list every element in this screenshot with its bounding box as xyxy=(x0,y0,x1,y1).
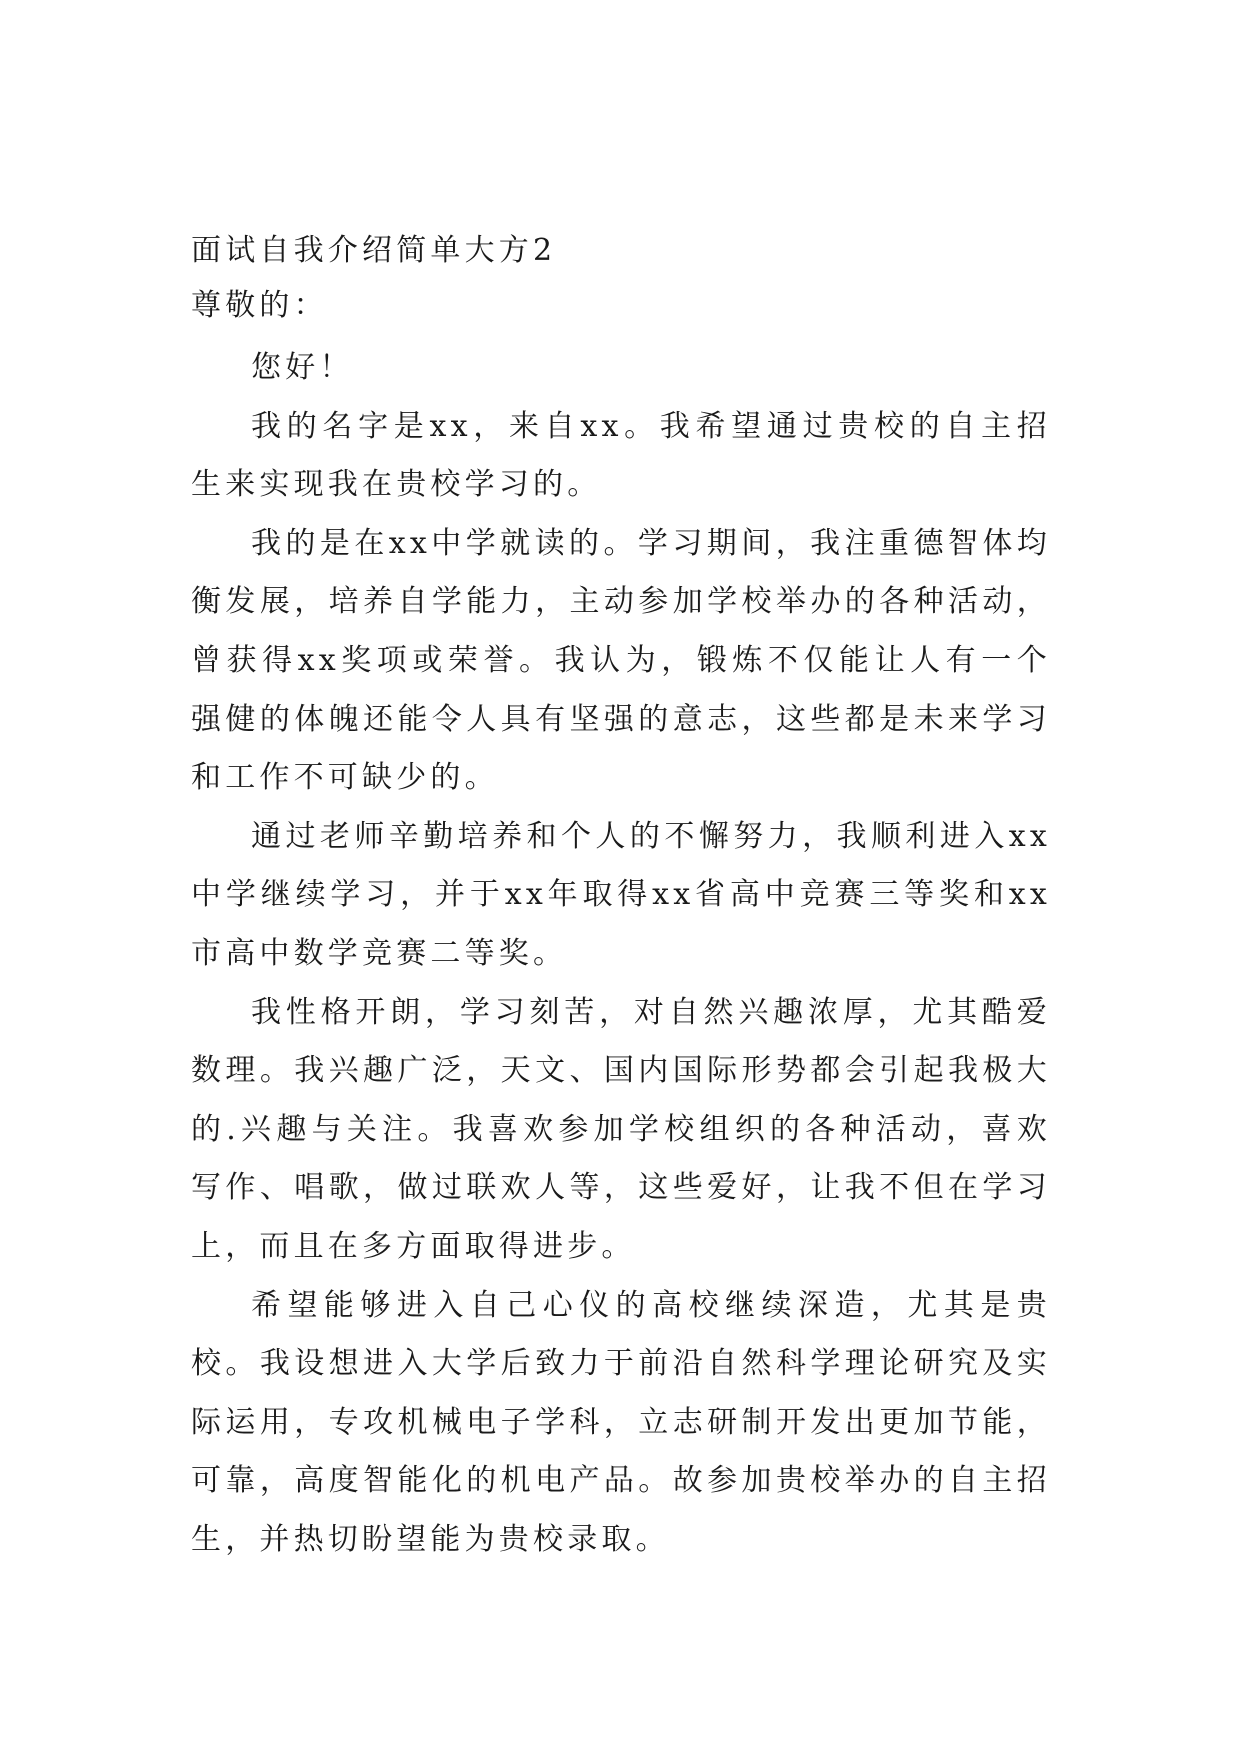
paragraph-introduction: 我的名字是xx，来自xx。我希望通过贵校的自主招生来实现我在贵校学习的。 xyxy=(191,408,1051,503)
paragraph-achievements: 通过老师辛勤培养和个人的不懈努力，我顺利进入xx中学继续学习，并于xx年取得xx省高中竞赛三等奖和xx市高中数学竞赛二等奖。 xyxy=(191,818,1051,971)
paragraph-school-life: 我的是在xx中学就读的。学习期间，我注重德智体均衡发展，培养自学能力，主动参加学校举办的各种活动，曾获得xx奖项或荣誉。我认为，锻炼不仅能让人有一个强健的体魄还能令人具有坚强的意志，这些都是未来学习和工作不可缺少的。 xyxy=(191,525,1051,796)
paragraph-aspiration: 希望能够进入自己心仪的高校继续深造，尤其是贵校。我设想进入大学后致力于前沿自然科学理论研究及实际运用，专攻机械电子学科，立志研制开发出更加节能，可靠，高度智能化的机电产品。故参加贵校举办的自主招生，并热切盼望能为贵校录取。 xyxy=(191,1287,1051,1557)
salutation: 尊敬的： xyxy=(191,288,328,323)
paragraph-personality: 我性格开朗，学习刻苦，对自然兴趣浓厚，尤其酷爱数理。我兴趣广泛，天文、国内国际形势都会引起我极大的.兴趣与关注。我喜欢参加学校组织的各种活动，喜欢写作、唱歌，做过联欢人等，这些爱好，让我不但在学习上，而且在多方面取得进步。 xyxy=(191,994,1051,1264)
paragraph-greeting: 您好！ xyxy=(251,350,354,385)
document-title: 面试自我介绍简单大方2 xyxy=(191,233,557,268)
document-body xyxy=(191,225,1051,1569)
